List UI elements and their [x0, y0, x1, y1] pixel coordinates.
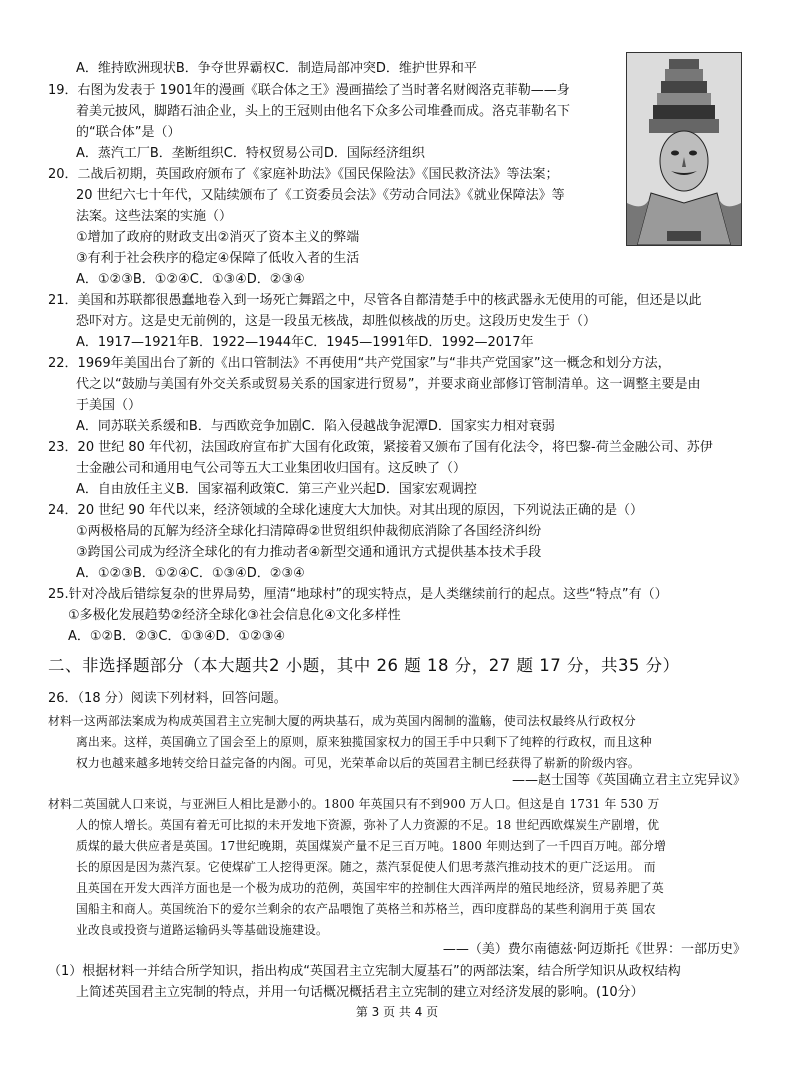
page-footer: 第 3 页 共 4 页: [355, 1005, 439, 1019]
q19-stem-line2: 着美元披风，脚踏石油企业，头上的王冠则由他名下众多公司堆叠而成。洛克菲勒名下: [76, 104, 571, 119]
q23-options: A．自由放任主义B．国家福利政策C．第三产业兴起D．国家宏观调控: [76, 482, 477, 497]
q25-options: A．①②B．②③C．①③④D．①②③④: [68, 629, 286, 644]
q20-item-3-4: ③有利于社会秩序的稳定④保障了低收入者的生活: [76, 251, 360, 266]
material-2-line3: 质煤的最大供应者是英国。17世纪晚期，英国煤炭产量不足三百万吨。1800 年则达到了一千四百万吨。部分增: [76, 839, 667, 853]
material-1-line1: 材料一这两部法案成为构成英国君主立宪制大厦的两块基石，成为英国内阁制的滥觞，使司法权最终从行政权分: [48, 714, 636, 728]
q20-stem-line3: 法案。这些法案的实施（）: [76, 209, 233, 224]
q22-options: A．同苏联关系缓和B．与西欧竞争加剧C．陷入侵越战争泥潭D．国家实力相对衰弱: [76, 419, 555, 434]
material-1-line2: 离出来。这样，英国确立了国会至上的原则，原来独揽国家权力的国王手中只剩下了纯粹的行政权，而且这种: [76, 735, 652, 749]
q26-subquestion-1-line2: 上简述英国君主立宪制的特点，并用一句话概况概括君主立宪制的建立对经济发展的影响。(10分）: [76, 985, 644, 1000]
q19-options: A．蒸汽工厂B．垄断组织C．特权贸易公司D．国际经济组织: [76, 146, 425, 161]
q24-stem: 24．20 世纪 90 年代以来，经济领域的全球化速度大大加快。对其出现的原因，下列说法正确的是（）: [48, 503, 644, 518]
q22-stem-line3: 于美国（）: [76, 398, 142, 413]
material-2-line5: 且英国在开发大西洋方面也是一个极为成功的范例，英国牢牢的控制住大西洋两岸的殖民地经济，贸易养肥了英: [76, 881, 664, 895]
material-2-line6: 国船主和商人。英国统治下的爱尔兰剩余的农产品喂饱了英格兰和苏格兰，西印度群岛的某些利润用于英 国农: [76, 902, 656, 916]
material-2-line2: 人的惊人增长。英国有着无可比拟的未开发地下资源，弥补了人力资源的不足。18 世纪西欧煤炭生产剧增，优: [76, 818, 660, 832]
q18-options: A．维持欧洲现状B．争夺世界霸权C．制造局部冲突D．维护世界和平: [76, 61, 477, 76]
q23-stem: 23．20 世纪 80 年代初，法国政府宣布扩大国有化政策，紧接着又颁布了国有化法令，将巴黎-荷兰金融公司、苏伊: [48, 440, 713, 455]
cartoon-image: [626, 52, 742, 246]
q26-stem: 26．（18 分）阅读下列材料，回答问题。: [48, 691, 287, 706]
material-1-line3: 权力也越来越多地转交给日益完备的内阁。可见，光荣革命以后的英国君主制已经获得了崭新的阶级内容。: [76, 756, 640, 770]
material-2-line1: 材料二英国就人口来说，与亚洲巨人相比是渺小的。1800 年英国只有不到900 万人口。但这是自 1731 年 530 万: [48, 797, 660, 811]
material-2-line7: 业改良或投资与道路运输码头等基础设施建设。: [76, 923, 328, 937]
material-2-source: ——（美）费尔南德兹·阿迈斯托《世界：一部历史》: [442, 942, 746, 957]
q21-stem-line2: 恐吓对方。这是史无前例的，这是一段虽无核战，却胜似核战的历史。这段历史发生于（）: [76, 314, 597, 329]
q20-item-1-2: ①增加了政府的财政支出②消灭了资本主义的弊端: [76, 230, 360, 245]
q24-item-1-2: ①两极格局的瓦解为经济全球化扫清障碍②世贸组织仲裁彻底消除了各国经济纠纷: [76, 524, 542, 539]
caricature-illustration: [627, 53, 741, 245]
section-heading: 二、非选择题部分（本大题共2 小题，其中 26 题 18 分，27 题 17 分，共35 分）: [48, 656, 680, 675]
q26-subquestion-1: （1）根据材料一并结合所学知识，指出构成“英国君主立宪制大厦基石”的两部法案，结合所学知识从政权结构: [48, 964, 681, 979]
q21-options: A．1917—1921年B．1922—1944年C．1945—1991年D．1992—2017年: [76, 335, 534, 350]
q20-stem-line2: 20 世纪六七十年代，又陆续颁布了《工资委员会法》《劳动合同法》《就业保障法》等: [76, 188, 565, 203]
q19-stem-line3: 的“联合体”是（）: [76, 125, 181, 140]
q23-stem-line2: 士金融公司和通用电气公司等五大工业集团收归国有。这反映了（）: [76, 461, 467, 476]
q25-items: ①多极化发展趋势②经济全球化③社会信息化④文化多样性: [68, 608, 401, 623]
q20-options: A．①②③B．①②④C．①③④D．②③④: [76, 272, 305, 287]
q20-stem: 20．二战后初期，英国政府颁布了《家庭补助法》《国民保险法》《国民救济法》等法案；: [48, 167, 559, 182]
q24-options: A．①②③B．①②④C．①③④D．②③④: [76, 566, 305, 581]
q25-stem: 25.针对冷战后错综复杂的世界局势，厘清“地球村”的现实特点，是人类继续前行的起点。这些“特点”有（）: [48, 587, 668, 602]
material-2-line4: 长的原因是因为蒸汽泵。它使煤矿工人挖得更深。随之，蒸汽泵促使人们思考蒸汽推动技术的更广泛运用。 而: [76, 860, 656, 874]
material-1-source: ——赵士国等《英国确立君主立宪异议》: [511, 773, 746, 788]
q22-stem: 22．1969年美国出台了新的《出口管制法》不再使用“共产党国家”与“非共产党国家”这一概念和划分方法，: [48, 356, 671, 371]
q21-stem: 21．美国和苏联都很愚蠢地卷入到一场死亡舞蹈之中，尽管各自都清楚手中的核武器永无使用的可能，但还是以此: [48, 293, 702, 308]
q24-item-3-4: ③跨国公司成为经济全球化的有力推动者④新型交通和通讯方式提供基本技术手段: [76, 545, 542, 560]
q22-stem-line2: 代之以“鼓励与美国有外交关系或贸易关系的国家进行贸易”，并要求商业部修订管制清单。这一调整主要是由: [76, 377, 701, 392]
q19-stem: 19．右图为发表于 1901年的漫画《联合体之王》漫画描绘了当时著名财阀洛克菲勒——身: [48, 83, 570, 98]
